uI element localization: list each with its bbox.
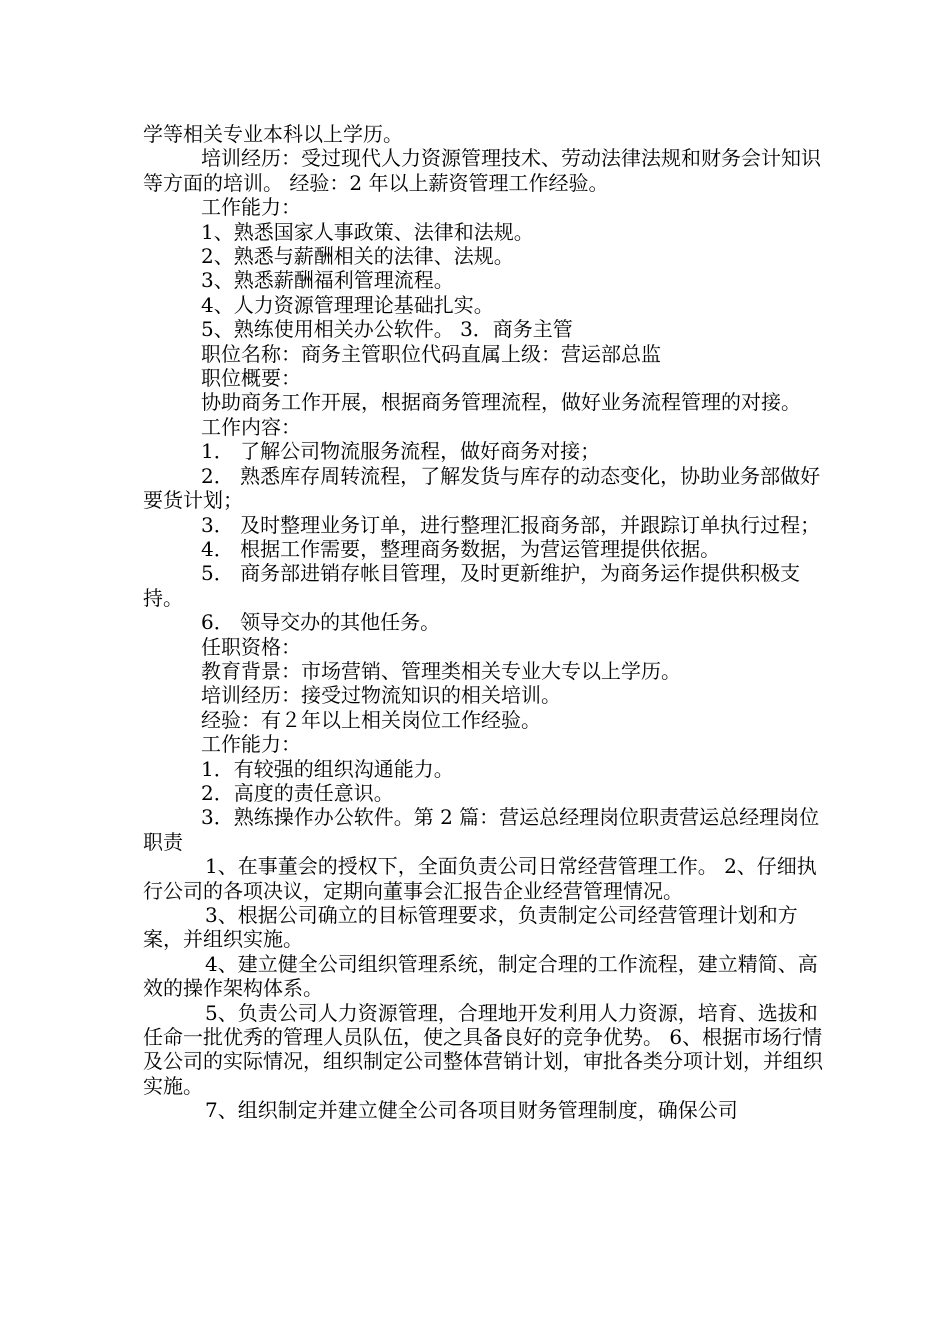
paragraph-12: 工作内容： [201,414,301,439]
paragraph-19: 任职资格： [201,634,301,659]
paragraph-20: 教育背景：市场营销、管理类相关专业大专以上学历。 [201,658,681,683]
paragraph-14: 2． 熟悉库存周转流程，了解发货与库存的动态变化，协助业务部做好要货计划； [143,463,821,513]
paragraph-16: 4． 根据工作需要，整理商务数据，为营运管理提供依据。 [201,536,721,561]
paragraph-22: 经验：有２年以上相关岗位工作经验。 [201,707,541,732]
paragraph-15: 3． 及时整理业务订单，进行整理汇报商务部，并跟踪订单执行过程； [201,512,821,537]
paragraph-10: 职位概要： [201,366,301,391]
paragraph-21: 培训经历：接受过物流知识的相关培训。 [201,683,561,708]
paragraph-28: 3、根据公司确立的目标管理要求，负责制定公司经营管理计划和方案，并组织实施。 [143,903,798,952]
paragraph-4: 1、熟悉国家人事政策、法律和法规。 [201,219,534,244]
paragraph-8: 5、熟练使用相关办公软件。 3．商务主管 [201,317,573,342]
paragraph-27: 1、在事董会的授权下，全面负责公司日常经营管理工作。 2、仔细执行公司的各项决议，定期向董事会汇报告企业经营管理情况。 [143,854,817,903]
paragraph-25: 2．高度的责任意识。 [201,780,394,805]
paragraph-1: 学等相关专业本科以上学历。 [143,122,403,146]
paragraph-9: 职位名称：商务主管职位代码直属上级：营运部总监 [201,341,661,366]
document-body [143,122,823,1123]
paragraph-2: 培训经历：受过现代人力资源管理技术、劳动法律法规和财务会计知识等方面的培训。 经验：2 年以上薪资管理工作经验。 [143,146,821,195]
paragraph-17: 5． 商务部进销存帐目管理，及时更新维护，为商务运作提供积极支持。 [143,561,801,610]
paragraph-18: 6． 领导交办的其他任务。 [201,610,441,635]
paragraph-24: 1．有较强的组织沟通能力。 [201,756,454,781]
paragraph-11: 协助商务工作开展，根据商务管理流程，做好业务流程管理的对接。 [201,390,801,415]
paragraph-3: 工作能力： [201,195,301,220]
paragraph-7: 4、人力资源管理理论基础扎实。 [201,292,494,317]
paragraph-23: 工作能力： [201,732,301,757]
paragraph-5: 2、熟悉与薪酬相关的法律、法规。 [201,244,514,269]
paragraph-26: 3．熟练操作办公软件。第 2 篇：营运总经理岗位职责营运总经理岗位职责 [143,805,820,854]
paragraph-29: 4、建立健全公司组织管理系统，制定合理的工作流程，建立精简、高效的操作架构体系。 [143,951,818,1001]
paragraph-31: 7、组织制定并建立健全公司各项目财务管理制度，确保公司 [205,1098,738,1123]
paragraph-13: 1． 了解公司物流服务流程，做好商务对接； [201,439,601,464]
paragraph-6: 3、熟悉薪酬福利管理流程。 [201,268,454,293]
paragraph-30: 5、负责公司人力资源管理，合理地开发利用人力资源，培育、选拔和任命一批优秀的管理人员队伍，使之具备良好的竞争优势。 6、根据市场行情及公司的实际情况，组织制定公司整体营销计划，审批各类分项计划，并组织实施。 [143,1000,823,1098]
